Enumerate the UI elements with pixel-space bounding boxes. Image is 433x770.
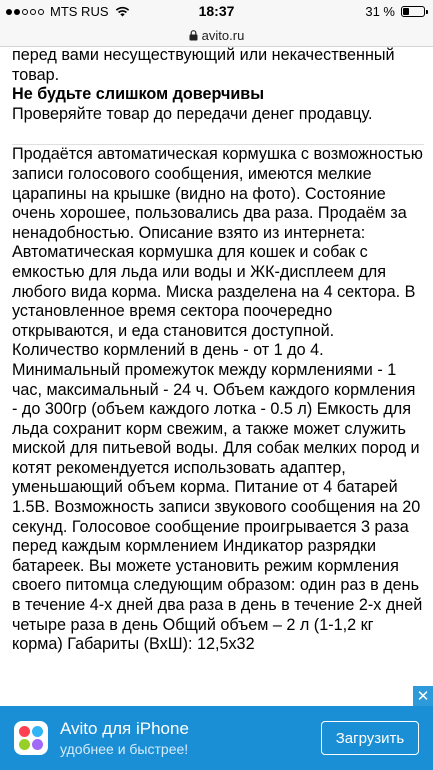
status-right: [365, 4, 425, 19]
item-description: Продаётся автоматическая кормушка с возможностью записи голосового сообщения, имеются мелкие царапины на крышке (видно на фото). Состояние очень хорошее, пользовались два раза. Продаём за ненадобностью. Описание взято из интернета: Автоматическая кормушка для кошек и собак с емкостью для льда или воды и ЖК-дисплеем для любого вида корма. Миска разделена на 4 сектора. В установленное время сектора поочередно открываются, и еда становится доступной. Количество кормлений в день - от 1 до 4. Минимальный промежуток между кормлениями - 1 час, максимальный - 24 ч. Объем каждого кормления - до 300гр (объем каждого лотка - 0.5 л) Емкость для льда сохранит корм свежим, а также может служить миской для питьевой воды. Для собак мелких пород и котят рекомендуется использовать адаптер, уменьшающий объем корма. Питание от 4 батарей 1.5В. Возможность записи звукового сообщения на 20 секунд. Голосовое сообщение проигрывается 3 раза перед каждым кормлением Индикатор разрядки батареек. Вы можете установить режим кормления своего питомца следующим образом: один раз в день в течение 4-х дней два раза в день в течение 2-х дней четыре раза в день Общий объем – 2 л (1-1,2 кг корма) Габариты (ВхШ): 12,5х32: [12, 145, 423, 654]
battery-level: [403, 8, 409, 15]
logo-dot: [32, 739, 43, 750]
warning-title: Не будьте слишком доверчивы: [12, 85, 265, 104]
warning-tail-text: перед вами несуществующий или некачественный товар.: [12, 46, 395, 84]
logo-dot: [32, 726, 43, 737]
battery-icon: [401, 6, 425, 17]
url-text: avito.ru: [201, 27, 245, 43]
logo-dot: [19, 739, 30, 750]
logo-dot: [19, 726, 30, 737]
status-bar: [0, 0, 433, 24]
download-button[interactable]: Загрузить: [321, 721, 419, 755]
banner-subtitle: удобнее и быстрее!: [60, 741, 189, 757]
page-content: [12, 46, 424, 655]
app-banner: [0, 706, 433, 770]
address-bar[interactable]: [0, 24, 433, 47]
lock-icon: [189, 30, 198, 41]
close-banner-icon[interactable]: ✕: [413, 686, 433, 706]
clock: 18:37: [198, 3, 235, 19]
carrier-label: MTS RUS: [50, 4, 109, 19]
avito-logo-icon: [14, 721, 48, 755]
banner-title: Avito для iPhone: [60, 719, 189, 738]
battery-percent: 31 %: [365, 4, 395, 19]
warning-body: Проверяйте товар до передачи денег продавцу.: [12, 104, 373, 123]
